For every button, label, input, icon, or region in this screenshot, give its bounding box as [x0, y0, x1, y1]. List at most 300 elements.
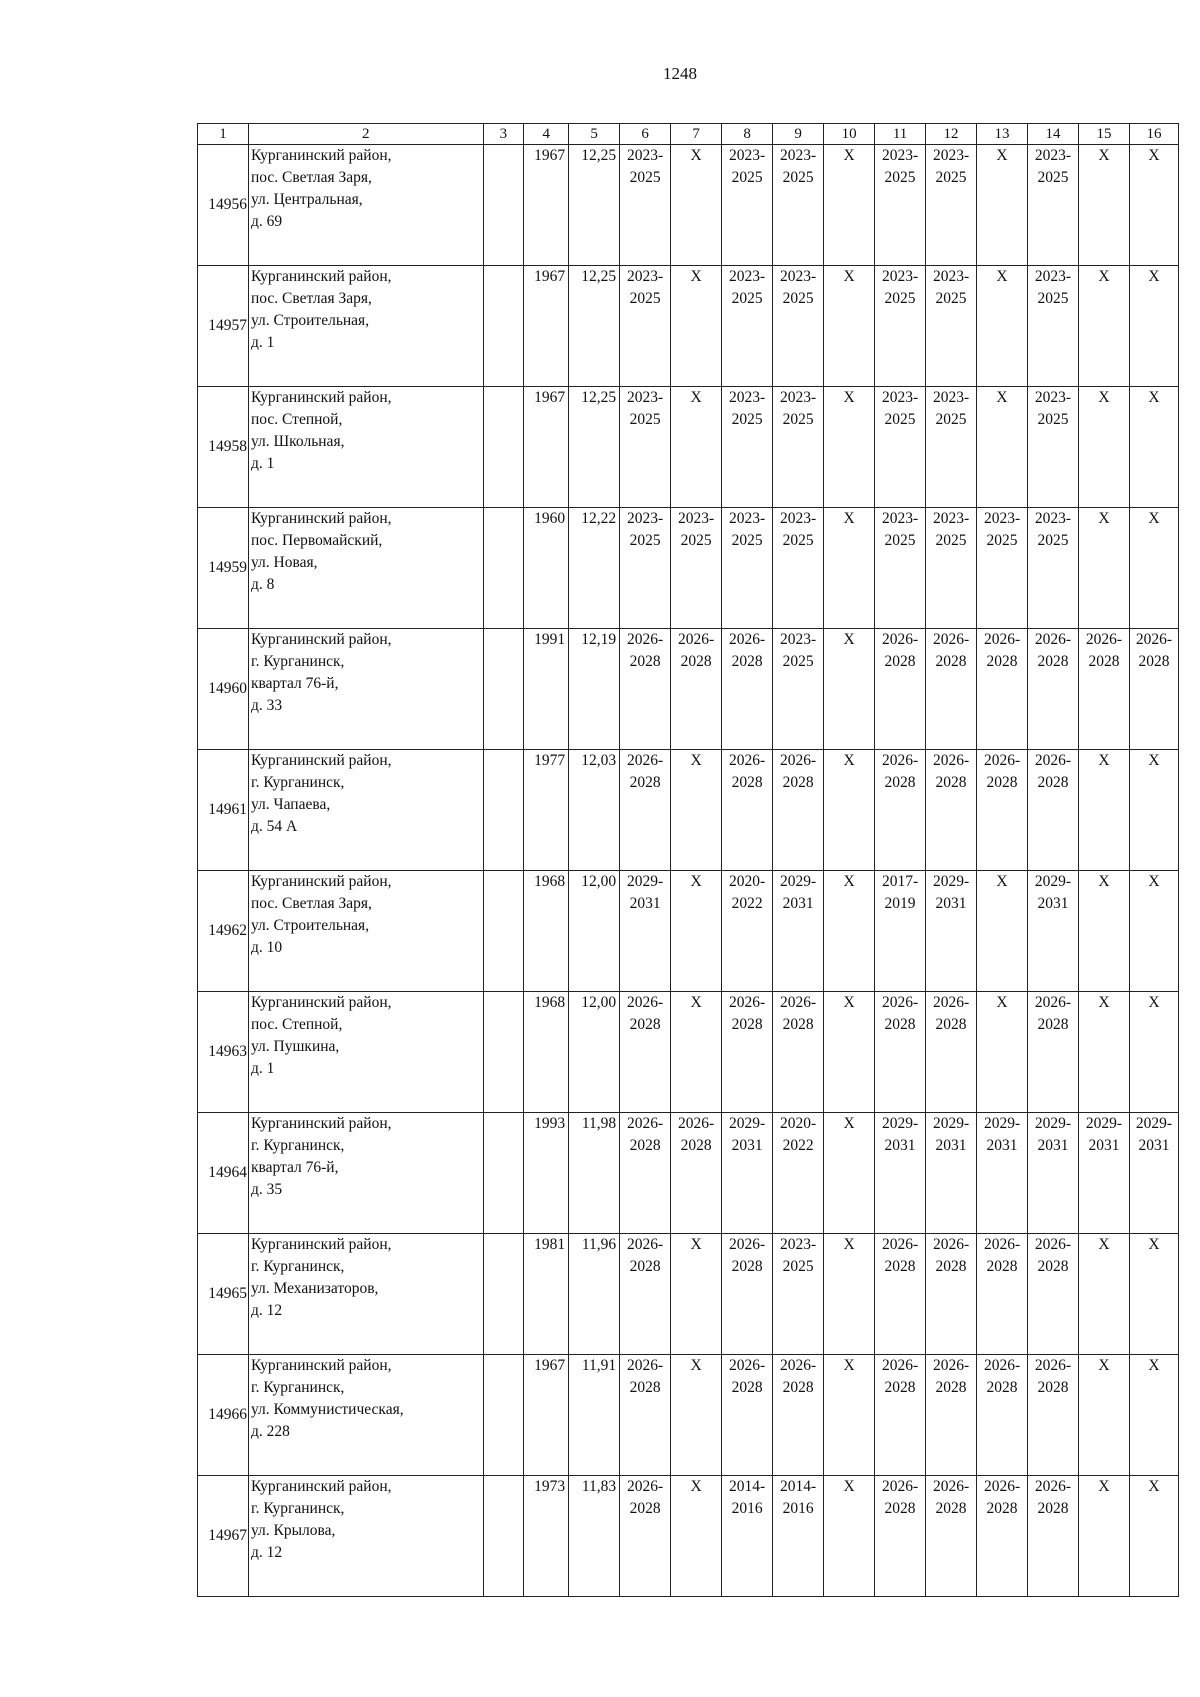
year-cell: 1993 — [524, 1113, 569, 1234]
period-cell-col-15 — [1079, 1113, 1130, 1234]
period-cell-col-16 — [1129, 1234, 1178, 1355]
period-text: 2026- — [627, 752, 664, 769]
address-line: ул. Механизаторов, — [250, 1280, 379, 1297]
period-text: 2028 — [935, 1379, 967, 1396]
value-cell: 12,25 — [569, 266, 620, 387]
address-cell — [248, 1476, 483, 1597]
period-cell-col-15 — [1079, 1476, 1130, 1597]
period-text: 2025 — [1037, 290, 1069, 307]
column-3-cell — [483, 1355, 524, 1476]
period-text: 2026- — [627, 1478, 664, 1495]
period-text: 2028 — [782, 774, 814, 791]
address-line: д. 228 — [250, 1423, 290, 1440]
period-text: X — [843, 389, 855, 406]
period-text: 2023- — [881, 389, 919, 406]
column-header-7: 7 — [671, 124, 722, 145]
period-text: 2026- — [1034, 1357, 1072, 1374]
period-text: 2028 — [884, 1016, 916, 1033]
address-line: Курганинский район, — [250, 1236, 392, 1253]
address-line: д. 12 — [250, 1302, 283, 1319]
period-cell-col-10 — [824, 1476, 875, 1597]
period-text: X — [1148, 510, 1160, 527]
period-cell-col-12 — [926, 992, 977, 1113]
period-text: 2028 — [1037, 1500, 1069, 1517]
address-line: пос. Светлая Заря, — [250, 169, 372, 186]
period-text: 2026- — [729, 1236, 766, 1253]
value-cell: 12,00 — [569, 871, 620, 992]
period-text: 2028 — [935, 653, 967, 670]
address-line: ул. Пушкина, — [250, 1038, 340, 1055]
period-text: 2026- — [881, 1236, 919, 1253]
period-text: X — [1098, 994, 1110, 1011]
period-text: 2023- — [881, 510, 919, 527]
column-header-6: 6 — [620, 124, 671, 145]
period-text: 2028 — [731, 774, 763, 791]
address-line: д. 12 — [250, 1544, 283, 1561]
period-cell-col-14 — [1028, 1113, 1079, 1234]
period-cell-col-12 — [926, 387, 977, 508]
period-text: 2026- — [678, 1115, 715, 1132]
period-text: 2031 — [1037, 1137, 1069, 1154]
period-cell-col-10 — [824, 266, 875, 387]
period-text: 2023- — [627, 268, 664, 285]
period-cell-col-7 — [671, 145, 722, 266]
year-cell: 1973 — [524, 1476, 569, 1597]
address-cell — [248, 1113, 483, 1234]
address-line: квартал 76-й, — [250, 1159, 339, 1176]
period-text: 2026- — [627, 994, 664, 1011]
period-text: X — [1098, 510, 1110, 527]
period-text: 2028 — [986, 1379, 1018, 1396]
period-text: 2025 — [935, 411, 967, 428]
period-text: X — [690, 1357, 702, 1374]
period-text: 2026- — [932, 1236, 970, 1253]
period-text: 2023- — [1034, 268, 1072, 285]
period-text: 2025 — [1037, 169, 1069, 186]
year-cell: 1968 — [524, 992, 569, 1113]
period-text: 2026- — [729, 752, 766, 769]
period-cell-col-12 — [926, 508, 977, 629]
column-3-cell — [483, 387, 524, 508]
period-cell-col-14 — [1028, 1476, 1079, 1597]
period-cell-col-6 — [620, 508, 671, 629]
period-text: 2023- — [627, 147, 664, 164]
period-text: 2025 — [731, 169, 763, 186]
period-cell-col-6 — [620, 1476, 671, 1597]
address-cell — [248, 871, 483, 992]
period-text: 2026- — [1034, 752, 1072, 769]
address-line: д. 35 — [250, 1181, 283, 1198]
period-text: X — [843, 147, 855, 164]
period-text: 2025 — [884, 169, 916, 186]
period-text: X — [1148, 1236, 1160, 1253]
address-line: д. 8 — [250, 576, 275, 593]
period-text: X — [996, 268, 1008, 285]
address-cell — [248, 1234, 483, 1355]
period-cell-col-13 — [977, 1476, 1028, 1597]
period-text: 2017- — [881, 873, 919, 890]
period-cell-col-15 — [1079, 871, 1130, 992]
period-text: 2028 — [1037, 1258, 1069, 1275]
period-text: 2026- — [881, 752, 919, 769]
value-cell: 12,25 — [569, 387, 620, 508]
period-text: 2025 — [782, 169, 814, 186]
value-cell: 11,96 — [569, 1234, 620, 1355]
address-line: пос. Степной, — [250, 411, 343, 428]
row-id: 14965 — [198, 1234, 249, 1355]
period-cell-col-9 — [773, 1476, 824, 1597]
period-text: 2025 — [629, 411, 661, 428]
row-id: 14960 — [198, 629, 249, 750]
address-line: ул. Строительная, — [250, 312, 370, 329]
period-text: 2026- — [678, 631, 715, 648]
period-text: 2026- — [983, 1236, 1021, 1253]
period-cell-col-7 — [671, 387, 722, 508]
period-text: 2016 — [731, 1500, 763, 1517]
column-3-cell — [483, 1476, 524, 1597]
period-text: 2031 — [1037, 895, 1069, 912]
period-cell-col-8 — [722, 629, 773, 750]
period-cell-col-7 — [671, 871, 722, 992]
period-text: 2025 — [935, 169, 967, 186]
period-cell-col-10 — [824, 629, 875, 750]
period-text: 2029- — [932, 873, 970, 890]
period-text: 2026- — [729, 1357, 766, 1374]
address-line: д. 1 — [250, 334, 275, 351]
period-cell-col-16 — [1129, 508, 1178, 629]
period-text: 2031 — [935, 1137, 967, 1154]
period-cell-col-11 — [875, 145, 926, 266]
period-text: 2026- — [1034, 1478, 1072, 1495]
period-cell-col-12 — [926, 1355, 977, 1476]
period-text: 2026- — [983, 752, 1021, 769]
period-text: 2020- — [780, 1115, 817, 1132]
period-text: X — [1148, 752, 1160, 769]
period-text: 2025 — [629, 290, 661, 307]
period-text: X — [1098, 1357, 1110, 1374]
period-text: 2026- — [881, 1478, 919, 1495]
period-text: 2025 — [629, 169, 661, 186]
column-3-cell — [483, 992, 524, 1113]
period-text: 2029- — [627, 873, 664, 890]
address-line: ул. Крылова, — [250, 1522, 336, 1539]
period-text: 2025 — [935, 290, 967, 307]
period-cell-col-12 — [926, 1476, 977, 1597]
period-text: 2031 — [1138, 1137, 1170, 1154]
period-text: 2026- — [627, 1236, 664, 1253]
period-text: X — [843, 994, 855, 1011]
address-line: г. Курганинск, — [250, 1258, 345, 1275]
period-cell-col-16 — [1129, 992, 1178, 1113]
period-text: 2028 — [629, 774, 661, 791]
period-text: 2031 — [935, 895, 967, 912]
column-header-10: 10 — [824, 124, 875, 145]
period-text: 2025 — [629, 532, 661, 549]
column-header-15: 15 — [1079, 124, 1130, 145]
table-row — [198, 1355, 1179, 1476]
period-text: 2023- — [1034, 510, 1072, 527]
column-3-cell — [483, 629, 524, 750]
period-text: 2028 — [884, 774, 916, 791]
register-table — [197, 123, 1179, 1597]
period-text: 2028 — [629, 1137, 661, 1154]
period-cell-col-10 — [824, 145, 875, 266]
period-text: 2025 — [782, 532, 814, 549]
period-text: 2028 — [986, 653, 1018, 670]
period-text: 2029- — [1135, 1115, 1173, 1132]
period-text: 2026- — [1034, 1236, 1072, 1253]
period-cell-col-15 — [1079, 387, 1130, 508]
period-text: 2029- — [881, 1115, 919, 1132]
period-text: X — [1148, 873, 1160, 890]
period-text: 2026- — [932, 1357, 970, 1374]
address-cell — [248, 145, 483, 266]
year-cell: 1967 — [524, 387, 569, 508]
period-cell-col-16 — [1129, 1476, 1178, 1597]
period-cell-col-8 — [722, 1234, 773, 1355]
table-row — [198, 1234, 1179, 1355]
period-cell-col-10 — [824, 1113, 875, 1234]
period-text: X — [996, 873, 1008, 890]
column-header-14: 14 — [1028, 124, 1079, 145]
address-cell — [248, 992, 483, 1113]
period-cell-col-9 — [773, 1113, 824, 1234]
period-cell-col-15 — [1079, 508, 1130, 629]
period-text: X — [996, 994, 1008, 1011]
period-cell-col-12 — [926, 1113, 977, 1234]
period-text: X — [1148, 147, 1160, 164]
period-cell-col-16 — [1129, 1113, 1178, 1234]
address-line: ул. Новая, — [250, 554, 318, 571]
period-text: 2026- — [1135, 631, 1173, 648]
column-header-8: 8 — [722, 124, 773, 145]
row-id: 14961 — [198, 750, 249, 871]
value-cell: 11,83 — [569, 1476, 620, 1597]
value-cell: 12,22 — [569, 508, 620, 629]
address-line: Курганинский район, — [250, 873, 392, 890]
period-cell-col-11 — [875, 1113, 926, 1234]
period-cell-col-7 — [671, 1476, 722, 1597]
period-cell-col-8 — [722, 508, 773, 629]
period-text: 2023- — [780, 1236, 817, 1253]
value-cell: 12,03 — [569, 750, 620, 871]
period-text: 2028 — [731, 1016, 763, 1033]
period-text: X — [843, 873, 855, 890]
period-text: X — [1098, 1236, 1110, 1253]
period-text: 2025 — [782, 1258, 814, 1275]
period-text: 2028 — [629, 653, 661, 670]
period-text: 2025 — [884, 290, 916, 307]
address-line: Курганинский район, — [250, 1478, 392, 1495]
period-text: 2023- — [932, 147, 970, 164]
period-cell-col-15 — [1079, 750, 1130, 871]
period-text: 2028 — [935, 1016, 967, 1033]
column-header-16: 16 — [1129, 124, 1178, 145]
address-line: ул. Чапаева, — [250, 796, 331, 813]
period-text: X — [1148, 994, 1160, 1011]
period-text: 2026- — [729, 994, 766, 1011]
period-text: 2026- — [881, 994, 919, 1011]
column-3-cell — [483, 1234, 524, 1355]
row-id: 14958 — [198, 387, 249, 508]
period-cell-col-14 — [1028, 992, 1079, 1113]
period-cell-col-11 — [875, 508, 926, 629]
period-text: 2026- — [983, 1357, 1021, 1374]
period-cell-col-9 — [773, 266, 824, 387]
address-line: Курганинский район, — [250, 631, 392, 648]
row-id: 14963 — [198, 992, 249, 1113]
period-cell-col-16 — [1129, 629, 1178, 750]
value-cell: 11,98 — [569, 1113, 620, 1234]
period-cell-col-6 — [620, 871, 671, 992]
period-cell-col-11 — [875, 1355, 926, 1476]
column-3-cell — [483, 750, 524, 871]
period-cell-col-12 — [926, 266, 977, 387]
period-cell-col-7 — [671, 629, 722, 750]
page-number: 1248 — [663, 64, 697, 83]
period-text: 2026- — [780, 752, 817, 769]
period-text: 2028 — [884, 1500, 916, 1517]
period-cell-col-14 — [1028, 266, 1079, 387]
period-text: X — [690, 752, 702, 769]
period-text: 2028 — [731, 1258, 763, 1275]
period-cell-col-11 — [875, 266, 926, 387]
period-text: 2025 — [935, 532, 967, 549]
period-text: 2023- — [678, 510, 715, 527]
period-text: X — [1148, 268, 1160, 285]
address-cell — [248, 750, 483, 871]
period-text: 2023- — [729, 510, 766, 527]
address-line: пос. Степной, — [250, 1016, 343, 1033]
period-text: 2026- — [729, 631, 766, 648]
period-text: 2026- — [881, 631, 919, 648]
value-cell: 12,00 — [569, 992, 620, 1113]
period-text: 2029- — [729, 1115, 766, 1132]
address-line: пос. Первомайский, — [250, 532, 383, 549]
period-text: 2029- — [1034, 873, 1072, 890]
period-cell-col-7 — [671, 750, 722, 871]
period-text: 2023- — [780, 510, 817, 527]
period-text: 2028 — [782, 1016, 814, 1033]
period-text: 2023- — [729, 389, 766, 406]
period-text: 2014- — [729, 1478, 766, 1495]
period-cell-col-15 — [1079, 992, 1130, 1113]
column-3-cell — [483, 145, 524, 266]
address-line: г. Курганинск, — [250, 1379, 345, 1396]
year-cell: 1968 — [524, 871, 569, 992]
period-text: 2029- — [932, 1115, 970, 1132]
period-text: 2023- — [932, 389, 970, 406]
period-cell-col-9 — [773, 1355, 824, 1476]
period-text: X — [843, 631, 855, 648]
period-text: 2026- — [627, 1357, 664, 1374]
period-text: 2026- — [1034, 994, 1072, 1011]
period-cell-col-11 — [875, 871, 926, 992]
period-text: 2025 — [986, 532, 1018, 549]
address-line: Курганинский район, — [250, 994, 392, 1011]
period-cell-col-8 — [722, 1476, 773, 1597]
column-header-2: 2 — [248, 124, 483, 145]
period-cell-col-12 — [926, 1234, 977, 1355]
period-cell-col-16 — [1129, 871, 1178, 992]
period-cell-col-13 — [977, 387, 1028, 508]
period-text: X — [1098, 147, 1110, 164]
period-text: 2028 — [680, 1137, 712, 1154]
period-cell-col-7 — [671, 266, 722, 387]
period-text: 2023- — [780, 147, 817, 164]
address-line: ул. Школьная, — [250, 433, 345, 450]
table-row — [198, 629, 1179, 750]
period-cell-col-16 — [1129, 387, 1178, 508]
period-text: X — [1148, 1357, 1160, 1374]
period-text: X — [1098, 1478, 1110, 1495]
period-text: 2023- — [881, 268, 919, 285]
period-cell-col-12 — [926, 629, 977, 750]
period-text: X — [1148, 1478, 1160, 1495]
period-cell-col-13 — [977, 871, 1028, 992]
row-id: 14962 — [198, 871, 249, 992]
table-row — [198, 1476, 1179, 1597]
table-row — [198, 871, 1179, 992]
period-cell-col-10 — [824, 871, 875, 992]
address-cell — [248, 387, 483, 508]
row-id: 14956 — [198, 145, 249, 266]
period-cell-col-8 — [722, 1113, 773, 1234]
period-text: 2028 — [1138, 653, 1170, 670]
period-cell-col-6 — [620, 992, 671, 1113]
period-cell-col-14 — [1028, 750, 1079, 871]
period-text: X — [843, 510, 855, 527]
address-line: пос. Светлая Заря, — [250, 895, 372, 912]
column-3-cell — [483, 508, 524, 629]
period-text: 2028 — [935, 1258, 967, 1275]
period-cell-col-15 — [1079, 629, 1130, 750]
period-text: 2023- — [627, 510, 664, 527]
period-text: 2023- — [729, 147, 766, 164]
period-text: 2028 — [629, 1379, 661, 1396]
period-cell-col-16 — [1129, 750, 1178, 871]
year-cell: 1991 — [524, 629, 569, 750]
period-text: X — [690, 1478, 702, 1495]
address-line: г. Курганинск, — [250, 1137, 345, 1154]
period-text: 2025 — [680, 532, 712, 549]
period-text: X — [843, 1478, 855, 1495]
period-text: 2026- — [1034, 631, 1072, 648]
year-cell: 1960 — [524, 508, 569, 629]
period-text: 2023- — [780, 389, 817, 406]
period-cell-col-14 — [1028, 508, 1079, 629]
period-text: X — [996, 147, 1008, 164]
period-cell-col-13 — [977, 508, 1028, 629]
period-cell-col-11 — [875, 629, 926, 750]
period-cell-col-13 — [977, 629, 1028, 750]
period-text: X — [690, 994, 702, 1011]
year-cell: 1981 — [524, 1234, 569, 1355]
period-cell-col-8 — [722, 145, 773, 266]
period-text: 2016 — [782, 1500, 814, 1517]
address-line: д. 1 — [250, 455, 275, 472]
row-id: 14957 — [198, 266, 249, 387]
address-line: г. Курганинск, — [250, 653, 345, 670]
period-cell-col-6 — [620, 1113, 671, 1234]
period-cell-col-11 — [875, 992, 926, 1113]
period-text: 2025 — [782, 411, 814, 428]
period-text: 2028 — [1088, 653, 1120, 670]
period-text: 2026- — [983, 1478, 1021, 1495]
period-cell-col-15 — [1079, 145, 1130, 266]
address-line: ул. Строительная, — [250, 917, 370, 934]
period-cell-col-14 — [1028, 629, 1079, 750]
